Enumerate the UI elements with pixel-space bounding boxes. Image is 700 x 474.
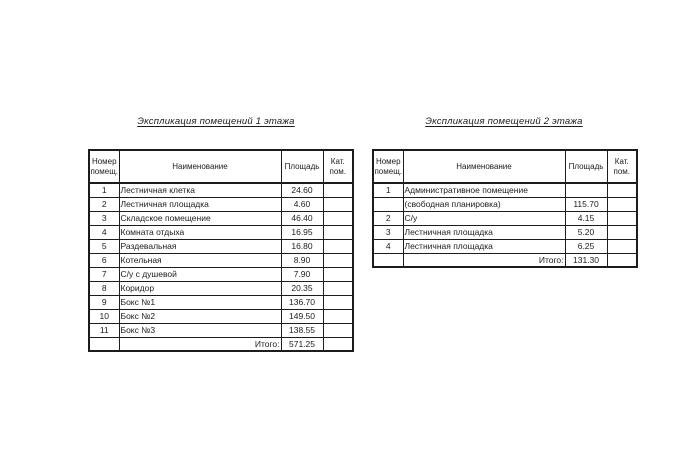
total-empty-cell <box>89 337 119 351</box>
room-name-cell: Административное помещение <box>403 183 565 197</box>
room-area-cell: 4.15 <box>565 211 607 225</box>
total-value-cell: 571.25 <box>281 337 323 351</box>
table-row <box>89 295 353 309</box>
table-row <box>89 253 353 267</box>
room-area-cell: 7.90 <box>281 267 323 281</box>
room-category-cell <box>607 197 637 211</box>
room-area-cell: 136.70 <box>281 295 323 309</box>
table-row <box>89 183 353 197</box>
col-header-number: Номер помещ. <box>89 150 119 183</box>
room-category-cell <box>323 309 353 323</box>
table-row <box>89 309 353 323</box>
table-row <box>373 183 637 197</box>
total-row <box>373 253 637 267</box>
room-number-cell: 2 <box>373 211 403 225</box>
room-number-cell: 1 <box>373 183 403 197</box>
room-number-cell: 8 <box>89 281 119 295</box>
table-row <box>89 225 353 239</box>
room-area-cell: 115.70 <box>565 197 607 211</box>
room-name-cell: Бокс №3 <box>119 323 281 337</box>
room-category-cell <box>607 211 637 225</box>
room-area-cell: 16.80 <box>281 239 323 253</box>
room-category-cell <box>323 197 353 211</box>
room-area-cell: 6.25 <box>565 239 607 253</box>
room-number-cell <box>373 197 403 211</box>
room-area-cell: 149.50 <box>281 309 323 323</box>
room-number-cell: 4 <box>89 225 119 239</box>
room-area-cell: 8.90 <box>281 253 323 267</box>
total-row <box>89 337 353 351</box>
total-label-cell: Итого: <box>403 253 565 267</box>
table-row <box>373 211 637 225</box>
room-area-cell: 20.35 <box>281 281 323 295</box>
room-number-cell: 4 <box>373 239 403 253</box>
col-header-category: Кат. пом. <box>323 150 353 183</box>
room-name-cell: С/у <box>403 211 565 225</box>
table-row <box>89 281 353 295</box>
room-number-cell: 6 <box>89 253 119 267</box>
room-name-cell: Бокс №1 <box>119 295 281 309</box>
room-category-cell <box>323 267 353 281</box>
room-name-cell: С/у с душевой <box>119 267 281 281</box>
room-name-cell: Коридор <box>119 281 281 295</box>
room-number-cell: 5 <box>89 239 119 253</box>
table-row <box>373 239 637 253</box>
table-row <box>373 197 637 211</box>
room-name-cell: Комната отдыха <box>119 225 281 239</box>
room-number-cell: 9 <box>89 295 119 309</box>
explication-table-floor1 <box>88 149 354 352</box>
room-category-cell <box>607 253 637 267</box>
room-area-cell: 4.60 <box>281 197 323 211</box>
col-header-area: Площадь <box>565 150 607 183</box>
room-number-cell: 3 <box>89 211 119 225</box>
room-name-cell: Лестничная площадка <box>403 225 565 239</box>
room-name-cell: Лестничная площадка <box>403 239 565 253</box>
room-name-cell: Бокс №2 <box>119 309 281 323</box>
table-title-floor1-text: Экспликация помещений 1 этажа <box>137 116 295 127</box>
total-value-cell: 131.30 <box>565 253 607 267</box>
room-category-cell <box>607 183 637 197</box>
room-name-cell: Складское помещение <box>119 211 281 225</box>
table-title-floor1 <box>84 115 348 128</box>
room-area-cell: 5.20 <box>565 225 607 239</box>
room-number-cell: 10 <box>89 309 119 323</box>
col-header-name: Наименование <box>403 150 565 183</box>
room-category-cell <box>323 323 353 337</box>
header-row <box>373 150 637 183</box>
room-category-cell <box>607 239 637 253</box>
room-category-cell <box>323 253 353 267</box>
room-category-cell <box>323 239 353 253</box>
room-category-cell <box>323 183 353 197</box>
room-area-cell: 24.60 <box>281 183 323 197</box>
room-number-cell: 11 <box>89 323 119 337</box>
col-header-name: Наименование <box>119 150 281 183</box>
room-category-cell <box>323 295 353 309</box>
room-category-cell <box>323 281 353 295</box>
room-area-cell: 16.95 <box>281 225 323 239</box>
table-row <box>89 197 353 211</box>
room-category-cell <box>323 337 353 351</box>
room-category-cell <box>607 225 637 239</box>
table-title-floor2 <box>372 115 636 128</box>
col-header-area: Площадь <box>281 150 323 183</box>
total-label-cell: Итого: <box>119 337 281 351</box>
room-number-cell: 1 <box>89 183 119 197</box>
table-row <box>89 211 353 225</box>
table-row <box>89 239 353 253</box>
room-category-cell <box>323 211 353 225</box>
room-name-cell: Лестничная площадка <box>119 197 281 211</box>
table-row <box>89 323 353 337</box>
col-header-category: Кат. пом. <box>607 150 637 183</box>
room-number-cell: 3 <box>373 225 403 239</box>
table-row <box>89 267 353 281</box>
room-category-cell <box>323 225 353 239</box>
room-number-cell: 2 <box>89 197 119 211</box>
table-title-floor2-text: Экспликация помещений 2 этажа <box>425 116 583 127</box>
room-number-cell: 7 <box>89 267 119 281</box>
room-name-cell: Котельная <box>119 253 281 267</box>
room-name-cell: Раздевальная <box>119 239 281 253</box>
explication-table-floor2 <box>372 149 638 268</box>
room-area-cell: 138.55 <box>281 323 323 337</box>
room-area-cell: 46.40 <box>281 211 323 225</box>
room-name-cell: (свободная планировка) <box>403 197 565 211</box>
room-area-cell <box>565 183 607 197</box>
total-empty-cell <box>373 253 403 267</box>
header-row <box>89 150 353 183</box>
table-row <box>373 225 637 239</box>
room-name-cell: Лестничная клетка <box>119 183 281 197</box>
col-header-number: Номер помещ. <box>373 150 403 183</box>
